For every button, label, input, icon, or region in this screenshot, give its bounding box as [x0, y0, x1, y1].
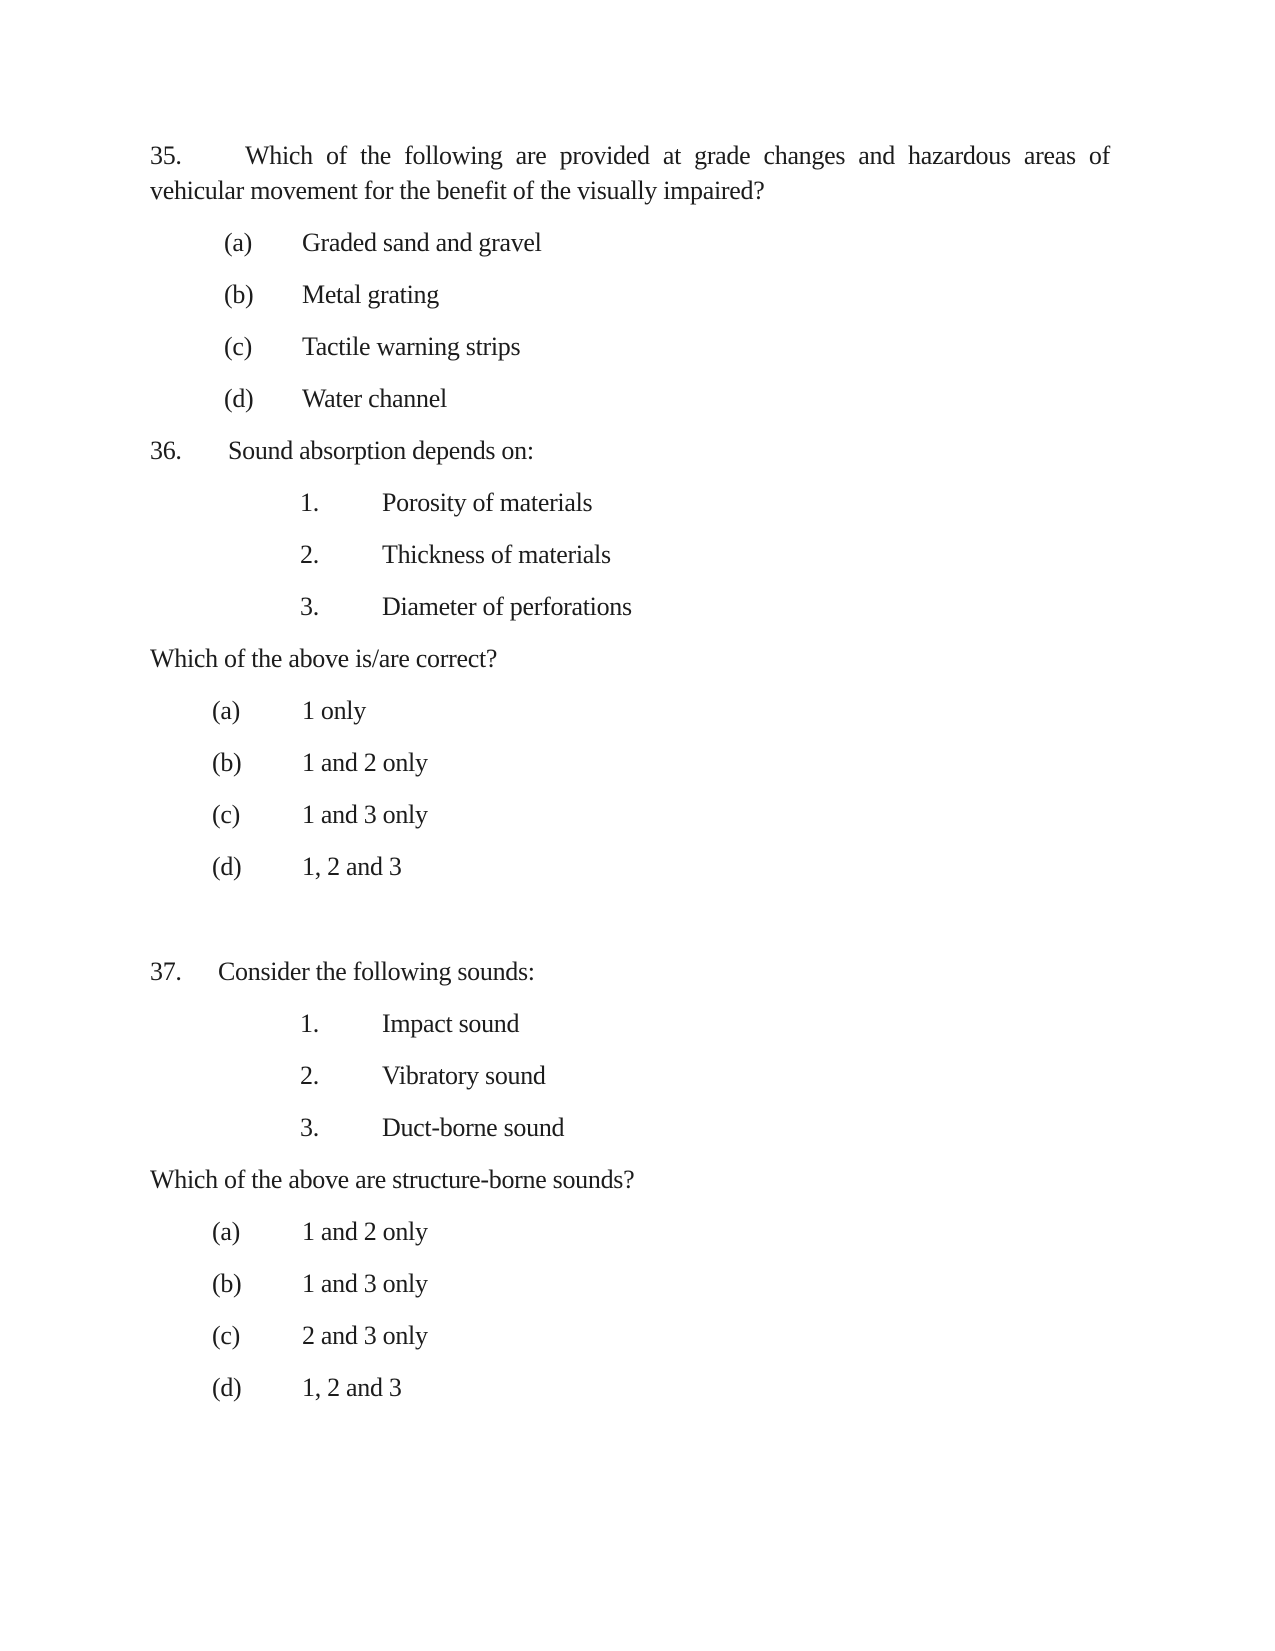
- list-item-text: Vibratory sound: [382, 1061, 546, 1090]
- question-37-item-1: [300, 1006, 1155, 1041]
- question-37-item-3: [300, 1110, 1155, 1145]
- list-item-number: 3.: [300, 592, 319, 621]
- question-37-number: 37.: [150, 957, 182, 986]
- option-text: Tactile warning strips: [302, 332, 521, 361]
- option-label: (c): [224, 332, 252, 361]
- question-35: [150, 138, 1110, 208]
- list-item-number: 2.: [300, 1061, 319, 1090]
- question-37-item-2: [300, 1058, 1155, 1093]
- option-text: 1 and 2 only: [302, 1217, 428, 1246]
- question-36-item-2: [300, 537, 1155, 572]
- question-36: [150, 433, 1110, 468]
- list-item-text: Impact sound: [382, 1009, 520, 1038]
- question-35-option-c: [224, 329, 1155, 364]
- question-37-option-d: [212, 1370, 1155, 1405]
- question-36-option-d: [212, 849, 1155, 884]
- question-36-item-3: [300, 589, 1155, 624]
- question-37-option-a: [212, 1214, 1155, 1249]
- list-item-text: Duct-borne sound: [382, 1113, 565, 1142]
- option-text: 1, 2 and 3: [302, 1373, 402, 1402]
- list-item-number: 2.: [300, 540, 319, 569]
- list-item-number: 1.: [300, 488, 319, 517]
- list-item-number: 3.: [300, 1113, 319, 1142]
- option-text: 2 and 3 only: [302, 1321, 428, 1350]
- option-label: (a): [224, 228, 252, 257]
- option-text: 1 and 2 only: [302, 748, 428, 777]
- option-text: 1 and 3 only: [302, 800, 428, 829]
- question-37-option-b: [212, 1266, 1155, 1301]
- question-36-number: 36.: [150, 436, 182, 465]
- question-35-text: Which of the following are provided at grade changes and hazardous areas of vehicular movement for the benefit of the visually impaired?: [150, 141, 1110, 205]
- option-label: (c): [212, 800, 240, 829]
- option-label: (c): [212, 1321, 240, 1350]
- option-label: (b): [212, 1269, 242, 1298]
- question-36-item-1: [300, 485, 1155, 520]
- option-text: Water channel: [302, 384, 447, 413]
- question-35-option-a: [224, 225, 1155, 260]
- option-label: (d): [224, 384, 254, 413]
- option-label: (d): [212, 852, 242, 881]
- option-label: (b): [212, 748, 242, 777]
- question-37-option-c: [212, 1318, 1155, 1353]
- question-36-followup: Which of the above is/are correct?: [150, 644, 498, 673]
- question-36-option-b: [212, 745, 1155, 780]
- question-37-text: Consider the following sounds:: [218, 957, 535, 986]
- option-text: 1, 2 and 3: [302, 852, 402, 881]
- question-36-text: Sound absorption depends on:: [228, 436, 534, 465]
- question-35-option-d: [224, 381, 1155, 416]
- option-label: (a): [212, 1217, 240, 1246]
- option-text: 1 and 3 only: [302, 1269, 428, 1298]
- question-36-option-a: [212, 693, 1155, 728]
- option-label: (a): [212, 696, 240, 725]
- question-35-number: 35.: [150, 141, 182, 170]
- option-label: (b): [224, 280, 254, 309]
- option-text: 1 only: [302, 696, 366, 725]
- question-37: [150, 954, 1110, 989]
- list-item-number: 1.: [300, 1009, 319, 1038]
- option-text: Metal grating: [302, 280, 439, 309]
- option-label: (d): [212, 1373, 242, 1402]
- list-item-text: Thickness of materials: [382, 540, 611, 569]
- option-text: Graded sand and gravel: [302, 228, 542, 257]
- question-36-option-c: [212, 797, 1155, 832]
- question-35-option-b: [224, 277, 1155, 312]
- list-item-text: Diameter of perforations: [382, 592, 632, 621]
- list-item-text: Porosity of materials: [382, 488, 593, 517]
- question-37-followup: Which of the above are structure-borne sounds?: [150, 1165, 635, 1194]
